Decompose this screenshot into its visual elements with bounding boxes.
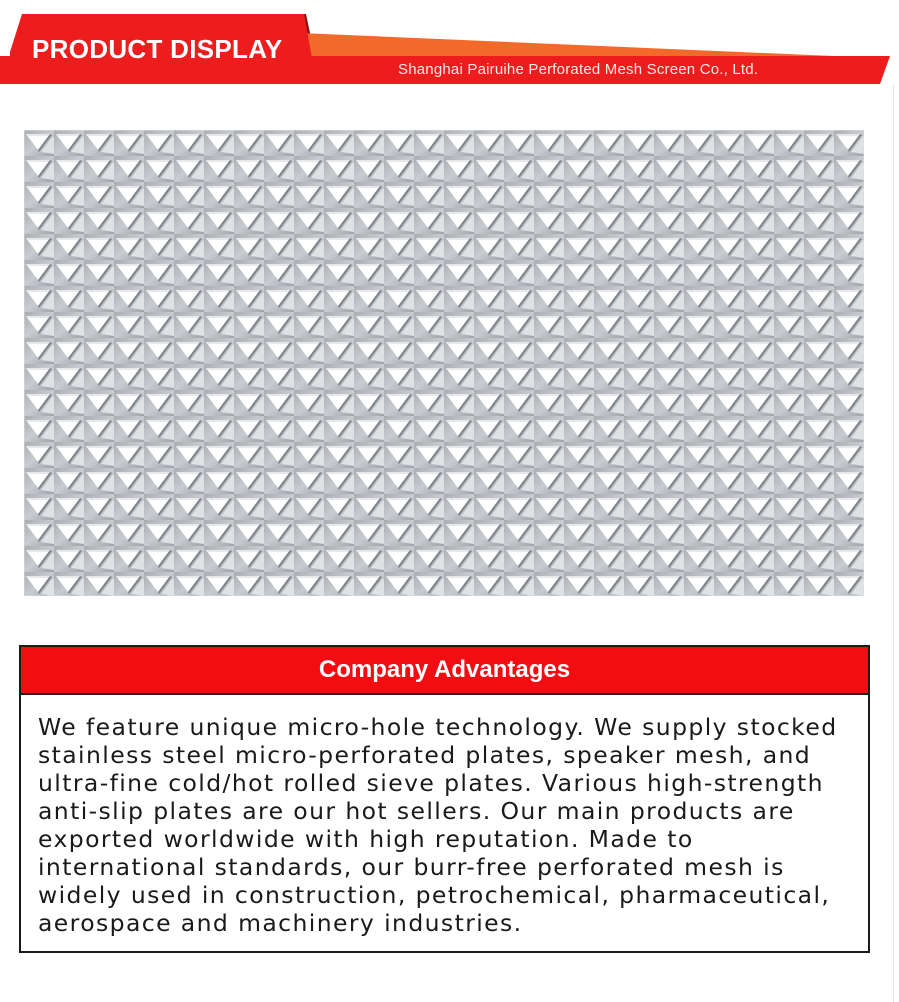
- company-advantages-panel: [19, 645, 870, 953]
- header-banner: [0, 0, 899, 90]
- advantages-title: Company Advantages: [318, 656, 571, 683]
- product-image: [24, 130, 864, 596]
- advantages-header: [21, 647, 868, 695]
- company-name: Shanghai Pairuihe Perforated Mesh Screen Co., Ltd.: [398, 61, 759, 78]
- page-border: [893, 84, 894, 1002]
- advantages-text: We feature unique micro-hole technology. We supply stocked stainless steel micro-perforated plates, speaker mesh, and ultra-fine cold/hot rolled sieve plates. Various high-strength anti-slip plates are our hot sellers. Our main products are exported worldwide with high reputation. Made to international standards, our burr-free perforated mesh is widely used in construction, petrochemical, pharmaceutical, aerospace and machinery industries.: [38, 713, 838, 937]
- perforated-metal-triangle-pattern-icon: [24, 130, 864, 596]
- banner-title: PRODUCT DISPLAY: [32, 34, 283, 64]
